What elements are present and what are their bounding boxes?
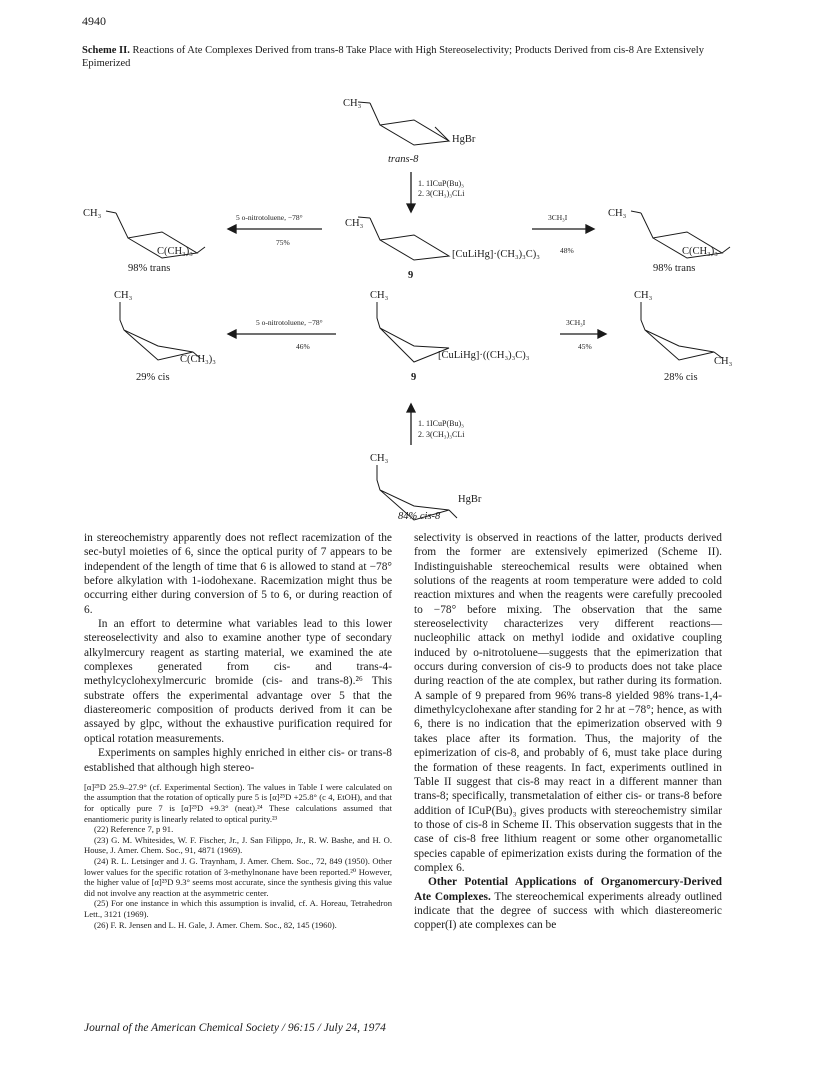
right-paragraph-2-text: The stereochemical experiments already outlined indicate that the degree of success with which diastereomeric copper(I) ate complexes can be — [414, 890, 723, 932]
footnotes — [84, 782, 392, 930]
footnote-23: (23) G. M. Whitesides, W. F. Fischer, Jr., J. San Filippo, Jr., R. W. Bashe, and H. O. House, J. Amer. Chem. Soc., 91, 4871 (1969). — [84, 834, 392, 856]
footnote-22: (22) Reference 7, p 91. — [94, 824, 174, 835]
left1-reagent: 5 o-nitrotoluene, −78° — [236, 213, 303, 222]
left2-reagent: 5 o-nitrotoluene, −78° — [256, 318, 323, 327]
top-hgbr: HgBr — [452, 134, 476, 145]
c9-top-num: 9 — [408, 270, 414, 281]
caption-text: Reactions of Ate Complexes Derived from trans-8 Take Place with High Stereoselectivity; Products Derived from cis-8 Are Extensively Epimerized — [82, 45, 704, 69]
right2-reagent: 3CH₃I — [566, 318, 586, 327]
footnote-continued: [α]²⁵D 25.9–27.9° (cf. Experimental Section). The values in Table I were calculated on the assumption that the rotation of optically pure 5 is [α]²⁵D +25.8° (c 4, EtOH), and that for optically pure 7 is [α]²⁵D +9.3° (neat).²⁴ These calculations assumed that enantiomeric purity is linearly related to optical purity.²³ — [84, 781, 392, 824]
journal-footer: Journal of the American Chemical Society / 96:15 / July 24, 1974 — [84, 1022, 386, 1034]
left2-ch3: CH₃ — [114, 290, 133, 301]
section-heading: Other Potential Applications of Organomercury-Derived Ate Complexes. — [414, 876, 722, 903]
right2-ch3: CH₃ — [634, 290, 653, 301]
ring-left-cis-product — [120, 302, 200, 360]
left2-pct: 29% cis — [136, 372, 170, 383]
right2-pct: 28% cis — [664, 372, 698, 383]
right1-yield: 48% — [560, 246, 574, 255]
c9-bot-complex: [CuLiHg]·((CH₃)₃C)₃ — [438, 350, 530, 361]
reaction-scheme — [0, 0, 821, 530]
c9-top-ch3: CH₃ — [345, 218, 364, 229]
right1-tbu: C(CH₃)₃ — [682, 246, 718, 257]
bot-ch3: CH₃ — [370, 453, 389, 464]
bot-name: 84% cis-8 — [398, 511, 441, 522]
footnote-25: (25) For one instance in which this assumption is invalid, cf. A. Horeau, Tetrahedron Lett., 3121 (1969). — [84, 898, 392, 919]
ring-complex-9-top — [358, 217, 449, 260]
right2-yield: 45% — [578, 342, 592, 351]
ring-right-cis-product — [641, 302, 722, 360]
left-paragraph-3: Experiments on samples highly enriched in either cis- or trans-8 established that although high stereo- — [84, 747, 392, 774]
c9-bot-ch3: CH₃ — [370, 290, 389, 301]
right2-sub: CH₃ — [714, 356, 733, 367]
left-paragraph-1: in stereochemistry apparently does not reflect racemization of the sec-butyl moieties of 6, since the optical purity of 7 appears to be independent of the length of time that 6 is allowed to stand at −78° before alkylation with 1-iodohexane. Racemization might thus be occurring either during conversion of 5 to 6, or during reaction of 6. — [84, 532, 392, 616]
caption-label: Scheme II. — [82, 45, 130, 56]
top-reagent-1: 1. 1ICuP(Bu)₃ — [418, 179, 464, 188]
left2-yield: 46% — [296, 342, 310, 351]
c9-top-complex: [CuLiHg]·(CH₃)₃C)₃ — [452, 249, 540, 260]
right1-ch3: CH₃ — [608, 208, 627, 219]
left1-tbu: C(CH₃)₃ — [157, 246, 193, 257]
right-column — [414, 531, 722, 933]
right-paragraph-2 — [414, 875, 722, 932]
right1-reagent: 3CH₃I — [548, 213, 568, 222]
right1-pct: 98% trans — [653, 263, 696, 274]
footnote-26: (26) F. R. Jensen and L. H. Gale, J. Amer. Chem. Soc., 82, 145 (1960). — [94, 919, 337, 930]
left1-ch3: CH₃ — [83, 208, 102, 219]
top-reagent-2: 2. 3(CH₃)₃CLi — [418, 189, 465, 198]
bot-reagent-1: 1. 1ICuP(Bu)₃ — [418, 419, 464, 428]
ring-trans-8 — [358, 102, 449, 145]
left-paragraph-2: In an effort to determine what variables lead to this lower stereoselectivity and also to examine another type of secondary alkylmercury reagent as starting material, we examined the ate complexes generated from cis- and trans-4-methylcyclohexylmercuric bromide (cis- and trans-8).²⁶ This substrate offers the experimental advantage over 5 that the diastereomeric composition of products derived from it can be assayed by glpc, without the exhaustive purification required for optical rotation measurements. — [84, 618, 392, 745]
right-paragraph-1: selectivity is observed in reactions of the latter, products derived from the former are extensively epimerized (Scheme II). Indistinguishable stereochemical results were obtained when solutions of the reagents at room temperature were added to cold reaction mixtures and when the reagents were carefully precooled to −78° before mixing. The observation that the same stereoselectivity characterizes very different reactions—nucleophilic attack on methyl iodide and oxidative coupling induced by o-nitrotoluene—suggests that the epimerization that occurs during conversion of cis-9 to products does not take place during reaction of the ate complex, but rather during its formation. A sample of 9 prepared from 96% trans-8 yielded 98% trans-1,4-dimethylcyclohexane after standing for 2 hr at −78°; hence, as with 6, there is no indication that the epimerization observed with 9 takes place after its formation. Thus, the majority of the epimerization of cis-8, and probably of 6, must take place during the formation of these reagents. In fact, experiments outlined in Table II suggest that cis-8 may react in a different manner than trans-8; specifically, transmetalation of either cis- or trans-8 before addition of ICuP(Bu)₃ gives products with stereochemistry similar to those of cis-8 in Scheme II. This observation suggests that in the case of cis-8 free lithium reagent or some other organometallic species capable of epimerization exists during the formation of the complex 6. — [414, 532, 722, 874]
c9-bot-num: 9 — [411, 372, 417, 383]
top-ch3: CH₃ — [343, 98, 362, 109]
left2-tbu: C(CH₃)₃ — [180, 354, 216, 365]
left1-yield: 75% — [276, 238, 290, 247]
top-name: trans-8 — [388, 154, 419, 165]
left-column — [84, 531, 392, 930]
left1-pct: 98% trans — [128, 263, 171, 274]
bot-hgbr: HgBr — [458, 494, 482, 505]
bot-reagent-2: 2. 3(CH₃)₃CLi — [418, 430, 465, 439]
footnote-24: (24) R. L. Letsinger and J. G. Traynham, J. Amer. Chem. Soc., 72, 849 (1950). Other lower values for the specific rotation of 3-methylnonane have been reported.²⁰ However, the higher value of [α]²⁵D 9.3° seems most accurate, since the synthesis giving this value did not involve any reaction at the asymmetric center. — [84, 856, 392, 898]
page-number: 4940 — [82, 14, 106, 28]
